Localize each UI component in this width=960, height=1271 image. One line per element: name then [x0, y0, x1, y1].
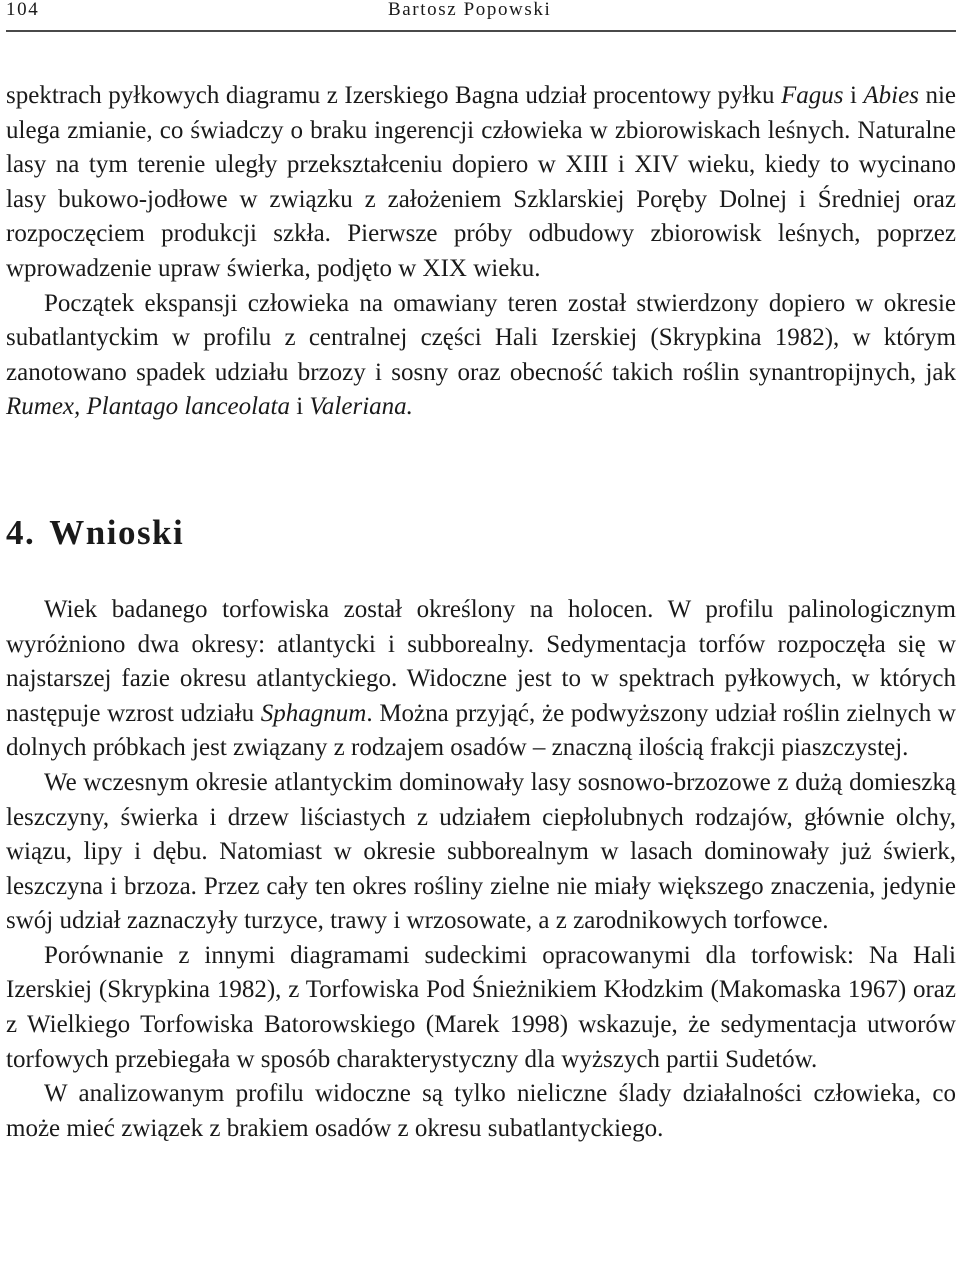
- text-run: Początek ekspansji człowieka na omawiany teren został stwierdzony dopiero w okresie subatlantyckim w profilu z centralnej części Hali Izerskiej (Skrypkina 1982), w którym zanotowano spadek udziału brzozy i sosny oraz obecność takich roślin synantropijnych, jak: [6, 289, 956, 386]
- section-title: Wnioski: [49, 512, 185, 552]
- paragraph: [6, 287, 956, 425]
- paragraph: We wczesnym okresie atlantyckim dominowały lasy sosnowo-brzozowe z dużą domieszką leszczyny, świerka i drzew liściastych z udziałem ciepłolubnych rodzajów, głównie olchy, wiązu, lipy i dębu. Natomiast w okresie subborealnym w lasach dominowały już świerk, leszczyna i brzoza. Przez cały ten okres rośliny zielne nie miały większego znaczenia, jedynie swój udział zaznaczyły turzyce, trawy i wrzosowate, a z zarodnikowych torfowce.: [6, 768, 956, 935]
- document-page: [6, 0, 956, 1271]
- text-run: nie ulega zmianie, co świadczy o braku ingerencji człowieka w zbiorowiskach leśnych. Naturalne lasy na tym terenie uległy przekształceniu dopiero w XIII i XIV wieku, kiedy to wycinano lasy bukowo-jodłowe w związku z założeniem Szklarskiej Poręby Dolnej i Średniej oraz rozpoczęciem produkcji szkła. Pierwsze próby odbudowy zbiorowisk leśnych, poprzez wprowadzenie upraw świerka, podjęto w XIX wieku.: [6, 82, 956, 282]
- taxon-name: Sphagnum: [260, 699, 367, 727]
- running-header: [6, 0, 956, 32]
- text-run: Wiek badanego torfowiska został określony na holocen. W profilu palinologicznym wyróżniono dwa okresy: atlantycki i subborealny. Sedymentacja torfów rozpoczęła się w najstarszej fazie okresu atlantyckiego. Widoczne jest to w spektrach pyłkowych, w których następuje wzrost udziału: [6, 595, 956, 727]
- page-number: 104: [6, 0, 40, 20]
- taxon-name: Abies: [863, 82, 919, 109]
- paragraph: Porównanie z innymi diagramami sudeckimi opracowanymi dla torfowisk: Na Hali Izerskiej (Skrypkina 1982), z Torfowiska Pod Śnieżnikiem Kłodzkim (Makomaska 1967) oraz z Wielkiego Torfowiska Batorowskiego (Marek 1998) wskazuje, że sedymentacja utworów torfowych przebiegała w sposób charakterystyczny dla wyższych partii Sudetów.: [6, 941, 956, 1073]
- text-run: spektrach pyłkowych diagramu z Izerskiego Bagna udział procentowy pyłku: [6, 82, 781, 109]
- text-run: i: [843, 82, 864, 109]
- section-heading: [6, 513, 956, 553]
- running-header-author: Bartosz Popowski: [388, 0, 552, 20]
- paragraph: W analizowanym profilu widoczne są tylko nieliczne ślady działalności człowieka, co może mieć związek z brakiem osadów z okresu subatlantyckiego.: [6, 1080, 956, 1142]
- paragraph: [6, 79, 956, 287]
- body-text: [6, 79, 956, 1146]
- paragraph: [6, 593, 956, 766]
- taxon-name: Valeriana.: [309, 393, 413, 421]
- taxon-name: Rumex, Plantago lanceolata: [6, 393, 290, 421]
- section-number: 4.: [6, 512, 36, 552]
- taxon-name: Fagus: [780, 82, 844, 109]
- text-run: . Można przyjąć, że podwyższony udział roślin zielnych w dolnych próbkach jest związany z rodzajem osadów – znaczną ilością frakcji piaszczystej.: [6, 699, 956, 762]
- text-run: i: [289, 393, 310, 421]
